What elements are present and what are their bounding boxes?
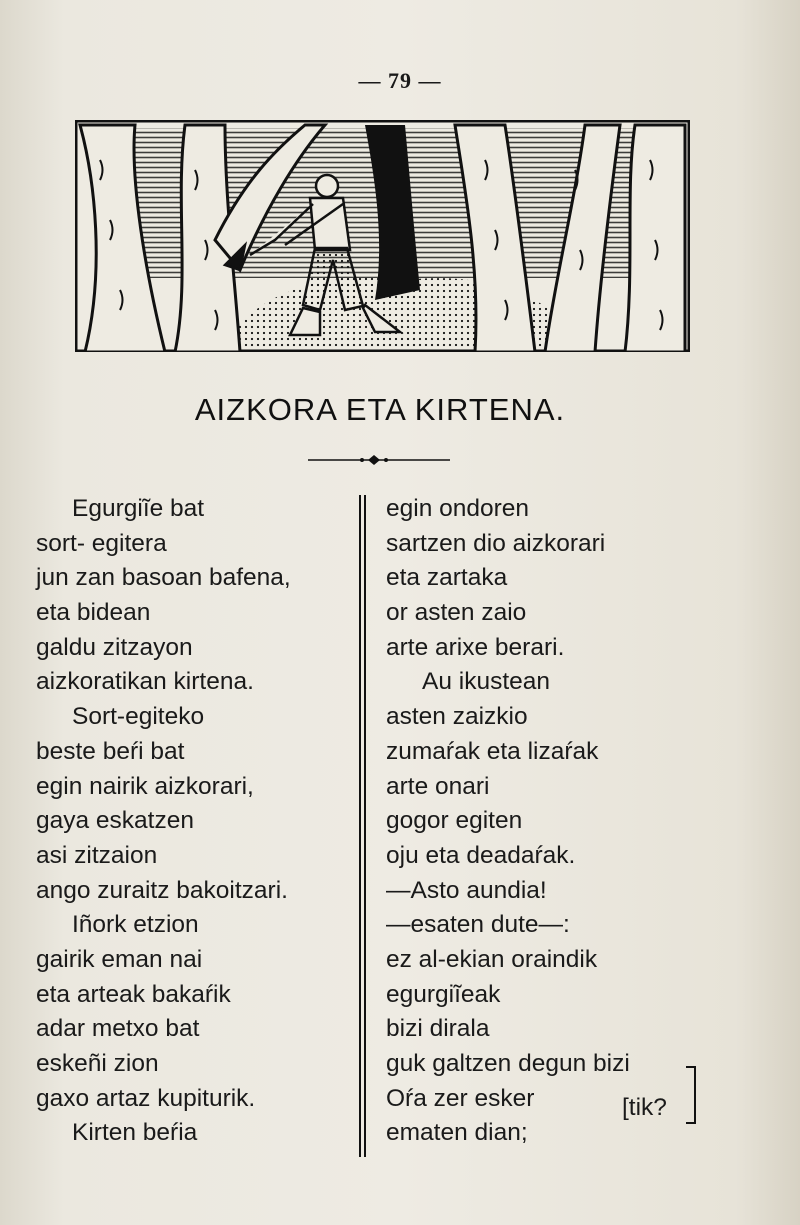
column-divider (359, 495, 366, 1157)
poem-line: —Asto aundia! (386, 876, 547, 904)
poem-line: oju eta deadaŕak. (386, 841, 576, 869)
poem-line: zumaŕak eta lizaŕak (386, 737, 599, 765)
poem-line: gairik eman nai (36, 945, 203, 973)
poem-line: Sort-egiteko (72, 703, 205, 731)
poem-line: galdu zitzayon (36, 633, 193, 661)
poem-line: egin ondoren (386, 495, 530, 522)
poem-line: Kirten beŕia (72, 1119, 198, 1147)
verse-bracket (686, 1066, 696, 1124)
poem-line: Oŕa zer esker (386, 1084, 535, 1112)
poem-line: sartzen dio aizkorari (386, 529, 606, 557)
poem-line: ez al-ekian oraindik (386, 945, 598, 973)
poem-line: arte arixe berari. (386, 633, 565, 661)
poem-column-left (36, 492, 356, 1151)
poem-column-right (386, 492, 706, 1151)
poem-line: eskeñi zion (36, 1050, 159, 1077)
verse-continuation: [tik? (622, 1094, 667, 1121)
poem-line: asten zaizkio (386, 703, 528, 731)
poem-line: bizi dirala (386, 1015, 490, 1043)
poem-title: AIZKORA ETA KIRTENA. (194, 392, 566, 427)
poem-line: jun zan basoan bafena, (36, 564, 291, 592)
poem-line: or asten zaio (386, 599, 527, 627)
poem-line: Egurgiĩe bat (72, 495, 205, 522)
woodcutter-illustration (75, 120, 690, 352)
poem-line: arte onari (386, 772, 490, 800)
poem-line: eta arteak bakaŕik (36, 980, 231, 1008)
page-number: — 79 — (358, 68, 442, 93)
poem-line: eta zartaka (386, 564, 508, 592)
poem-line: gaya eskatzen (36, 807, 194, 835)
poem-line: egin nairik aizkorari, (36, 772, 254, 800)
poem-line: —esaten dute—: (386, 911, 570, 939)
ornament-divider (308, 452, 450, 468)
poem-line: aizkoratikan kirtena. (36, 668, 254, 696)
poem-line: gogor egiten (386, 807, 523, 835)
poem-line: ango zuraitz bakoitzari. (36, 876, 288, 904)
poem-line: adar metxo bat (36, 1015, 200, 1043)
poem-line: eta bidean (36, 599, 151, 627)
poem-line: guk galtzen degun bizi (386, 1050, 630, 1077)
poem-line: sort- egitera (36, 529, 167, 557)
poem-line: gaxo artaz kupiturik. (36, 1084, 256, 1112)
poem-line: egurgiĩeak (386, 980, 501, 1008)
poem-line: Au ikustean (422, 668, 551, 696)
poem-line: asi zitzaion (36, 841, 158, 869)
poem-line: ematen dian; (386, 1119, 528, 1147)
poem-line: Iñork etzion (72, 911, 199, 939)
poem-line: beste beŕi bat (36, 737, 185, 765)
